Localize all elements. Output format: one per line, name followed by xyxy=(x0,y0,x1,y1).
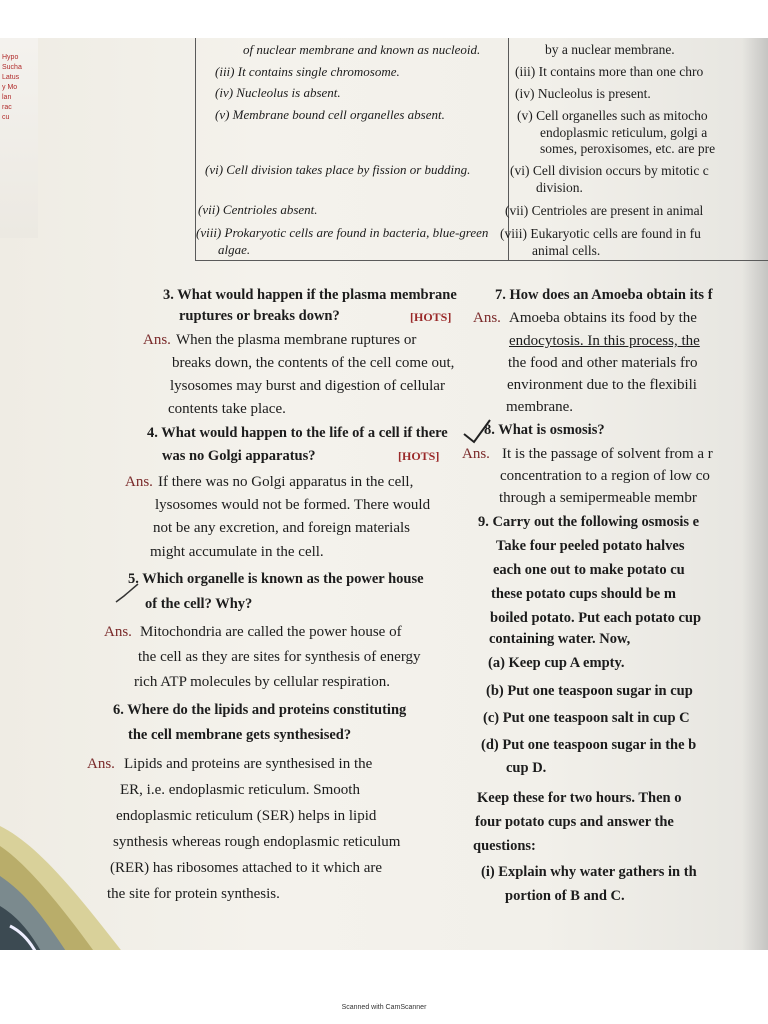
margin-label: Hypo xyxy=(2,54,19,61)
question-4-cont: was no Golgi apparatus? xyxy=(162,448,316,464)
answer-5: Mitochondria are called the power house of xyxy=(140,624,402,640)
pen-tick-mark xyxy=(112,578,142,608)
answer-5-line: rich ATP molecules by cellular respiration. xyxy=(134,674,391,690)
question-3-cont: ruptures or breaks down? xyxy=(179,308,340,324)
table-cell: (iii) It contains single chromosome. xyxy=(215,64,400,79)
decorative-wave-illustration xyxy=(0,806,150,950)
answer-7-line: the food and other materials fro xyxy=(508,355,698,371)
answer-7-line: membrane. xyxy=(506,399,574,415)
margin-label: lan xyxy=(2,94,12,101)
adjacent-page-edge xyxy=(0,38,38,238)
question-6-cont: the cell membrane gets synthesised? xyxy=(128,727,352,743)
answer-4-line: might accumulate in the cell. xyxy=(150,544,324,560)
answer-7: Amoeba obtains its food by the xyxy=(509,310,697,326)
question-4: 4. What would happen to the life of a cell if there xyxy=(147,425,448,441)
question-5-cont: of the cell? Why? xyxy=(145,596,253,612)
answer-6-line: the site for protein synthesis. xyxy=(107,886,280,902)
answer-7-line: environment due to the flexibili xyxy=(507,377,697,393)
answer-5-line: the cell as they are sites for synthesis of energy xyxy=(138,649,421,665)
table-cell: of nuclear membrane and known as nucleoid. xyxy=(243,42,481,57)
pen-tick-mark xyxy=(460,416,500,446)
question-9-line: containing water. Now, xyxy=(489,631,631,647)
hots-tag: [HOTS] xyxy=(398,449,440,463)
table-border-bottom xyxy=(195,260,768,261)
question-5: 5. Which organelle is known as the power house xyxy=(128,571,424,587)
part-d: (d) Put one teaspoon sugar in the b xyxy=(481,737,697,753)
margin-label: y Mo xyxy=(2,84,18,91)
answer-4-line: not be any excretion, and foreign materials xyxy=(153,520,410,536)
question-9-line: each one out to make potato cu xyxy=(493,562,685,578)
table-cell: (viii) Prokaryotic cells are found in bacteria, blue-green xyxy=(196,225,489,240)
question-9-line: Take four peeled potato halves xyxy=(496,538,685,554)
table-cell: (vii) Centrioles absent. xyxy=(198,202,318,217)
answer-4: If there was no Golgi apparatus in the cell, xyxy=(158,474,414,490)
table-cell: (vi) Cell division takes place by fission or budding. xyxy=(205,162,471,177)
table-cell: (iii) It contains more than one chro xyxy=(515,64,704,79)
table-cell: endoplasmic reticulum, golgi a xyxy=(540,125,708,140)
ans-label: Ans. xyxy=(87,756,115,772)
answer-6-line: synthesis whereas rough endoplasmic reticulum xyxy=(113,834,401,850)
table-cell: (viii) Eukaryotic cells are found in fu xyxy=(500,226,701,241)
table-cell: (iv) Nucleolus is absent. xyxy=(215,85,341,100)
answer-8-line: concentration to a region of low co xyxy=(500,468,710,484)
answer-3-line: breaks down, the contents of the cell come out, xyxy=(172,355,455,371)
part-a: (a) Keep cup A empty. xyxy=(488,655,625,671)
book-page xyxy=(0,38,768,950)
question-9: 9. Carry out the following osmosis e xyxy=(478,514,700,530)
answer-3: When the plasma membrane ruptures or xyxy=(176,332,417,348)
ans-label: Ans. xyxy=(104,624,132,640)
ans-label: Ans. xyxy=(462,446,490,462)
instruction: Keep these for two hours. Then o xyxy=(477,790,682,806)
margin-label: rac xyxy=(2,104,12,111)
ans-label: Ans. xyxy=(143,332,171,348)
table-cell: (v) Cell organelles such as mitocho xyxy=(517,108,708,123)
answer-6-line: ER, i.e. endoplasmic reticulum. Smooth xyxy=(120,782,360,798)
instruction-line: questions: xyxy=(473,838,536,854)
answer-3-line: contents take place. xyxy=(168,401,286,417)
instruction-line: four potato cups and answer the xyxy=(475,814,674,830)
table-cell: by a nuclear membrane. xyxy=(545,42,675,57)
scanner-footer: Scanned with CamScanner xyxy=(341,1004,427,1011)
part-c: (c) Put one teaspoon salt in cup C xyxy=(483,710,690,726)
ans-label: Ans. xyxy=(473,310,501,326)
answer-6: Lipids and proteins are synthesised in the xyxy=(124,756,373,772)
table-cell: (vii) Centrioles are present in animal xyxy=(505,203,704,218)
question-9-line: boiled potato. Put each potato cup xyxy=(490,610,702,626)
answer-3-line: lysosomes may burst and digestion of cellular xyxy=(170,378,445,394)
question-9-line: these potato cups should be m xyxy=(491,586,676,602)
part-d-cont: cup D. xyxy=(506,760,547,776)
answer-6-line: (RER) has ribosomes attached to it which are xyxy=(110,860,383,876)
margin-label: Latus xyxy=(2,74,20,81)
ans-label: Ans. xyxy=(125,474,153,490)
table-cell: somes, peroxisomes, etc. are pre xyxy=(540,141,716,156)
question-8: 8. What is osmosis? xyxy=(484,422,605,438)
margin-label: Sucha xyxy=(2,64,22,71)
sub-question-i-cont: portion of B and C. xyxy=(505,888,625,904)
table-cell: (v) Membrane bound cell organelles absent. xyxy=(215,107,445,122)
margin-label: cu xyxy=(2,114,10,121)
question-6: 6. Where do the lipids and proteins constituting xyxy=(113,702,407,718)
part-b: (b) Put one teaspoon sugar in cup xyxy=(486,683,693,699)
table-cell: (vi) Cell division occurs by mitotic c xyxy=(510,163,709,178)
table-cell: (iv) Nucleolus is present. xyxy=(515,86,651,101)
table-cell: division. xyxy=(536,180,583,195)
table-cell: animal cells. xyxy=(532,243,601,258)
answer-7-line: endocytosis. In this process, the xyxy=(509,333,700,349)
question-3: 3. What would happen if the plasma membrane xyxy=(163,287,457,303)
answer-4-line: lysosomes would not be formed. There would xyxy=(155,497,431,513)
table-cell: algae. xyxy=(218,242,251,257)
sub-question-i: (i) Explain why water gathers in th xyxy=(481,864,697,880)
answer-8: It is the passage of solvent from a r xyxy=(502,446,713,462)
answer-8-line: through a semipermeable membr xyxy=(499,490,697,506)
answer-6-line: endoplasmic reticulum (SER) helps in lipid xyxy=(116,808,377,824)
question-7: 7. How does an Amoeba obtain its f xyxy=(495,287,713,303)
page-curl-shadow xyxy=(742,38,768,950)
hots-tag: [HOTS] xyxy=(410,310,452,324)
